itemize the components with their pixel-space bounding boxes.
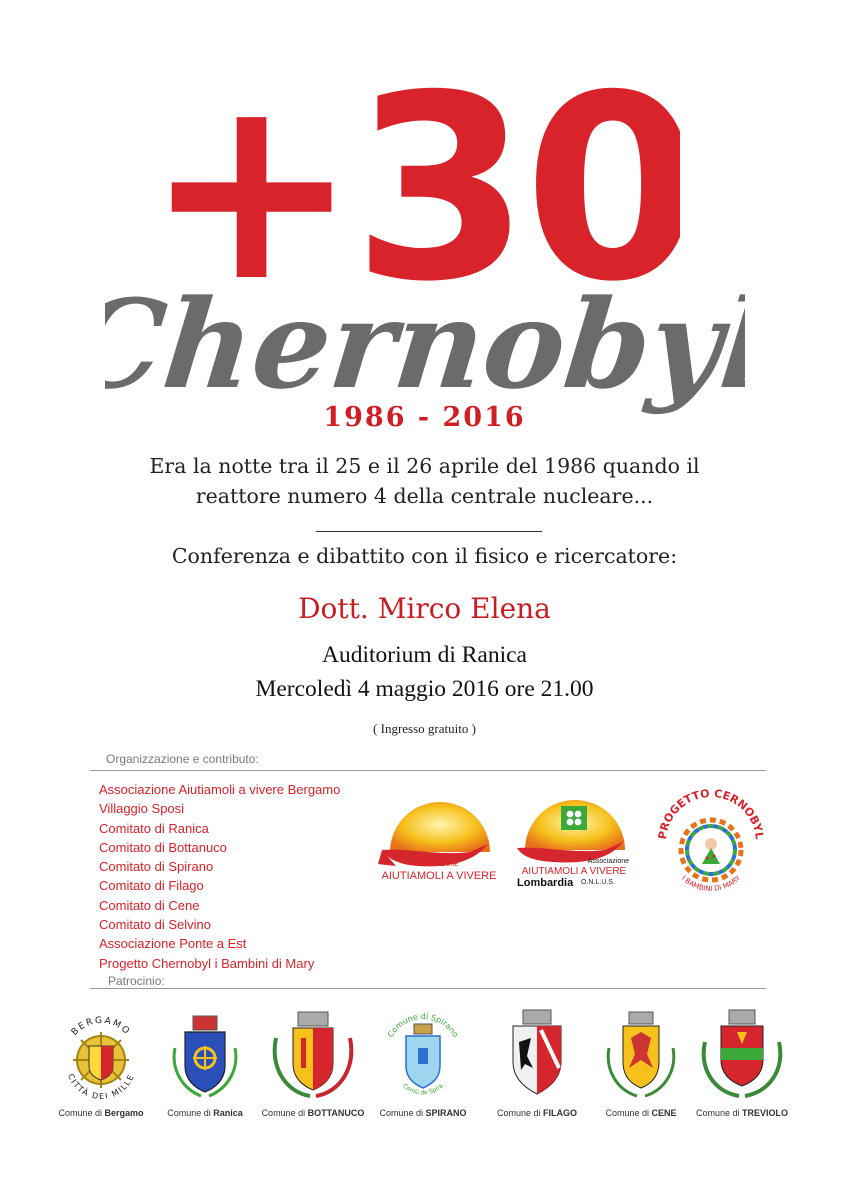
entry-note: ( Ingresso gratuito )	[373, 721, 476, 736]
spirano-ring-bottom: Comü de Spirà	[401, 1082, 445, 1097]
conference-text: Conferenza e dibattito con il fisico e ricercatore:	[171, 544, 678, 568]
comune-caption: Comune di CENE	[605, 1108, 677, 1118]
comune-bergamo	[46, 1008, 156, 1123]
divider-top	[90, 770, 766, 771]
separator	[316, 531, 542, 532]
list-item: Associazione Aiutiamoli a vivere Bergamo	[99, 782, 341, 797]
list-item: Comitato di Spirano	[99, 859, 214, 875]
comune-caption: Comune di Ranica	[167, 1108, 243, 1118]
list-item: Comitato di Cene	[99, 897, 200, 913]
list-item: Associazione Ponte a Est	[99, 936, 247, 952]
bergamo-ring-bottom: CITTÀ DEI MILLE	[65, 1072, 137, 1100]
comune-filago	[482, 1008, 592, 1123]
sun-clover-icon	[513, 780, 635, 864]
cene-crest-icon	[601, 1008, 681, 1100]
spirano-ring-top: Comune di Spirano	[385, 1011, 461, 1039]
hero-title	[105, 275, 745, 415]
years-range: 1986 - 2016	[323, 402, 526, 433]
fondazione-logo	[378, 780, 500, 900]
spirano-crest-icon	[378, 1008, 468, 1100]
lombardia-onlus: O.N.L.U.S.	[581, 879, 615, 886]
children-circle-icon	[652, 780, 770, 900]
ranica-crest-icon	[165, 1008, 245, 1100]
treviolo-crest-icon	[697, 1008, 787, 1100]
comune-caption: Comune di Bergamo	[58, 1108, 144, 1118]
list-item: Comitato di Bottanuco	[99, 839, 227, 855]
hero-title-text: Chernobyl	[105, 275, 745, 415]
fondazione-name: AIUTIAMOLI A VIVERE	[381, 870, 497, 882]
organization-label: Organizzazione e contributo:	[106, 752, 259, 766]
lombardia-logo	[513, 780, 635, 900]
comune-bottanuco	[258, 1008, 368, 1123]
comune-caption: Comune di TREVIOLO	[695, 1108, 789, 1118]
comune-caption: Comune di BOTTANUCO	[261, 1108, 365, 1118]
comune-ranica	[150, 1008, 260, 1123]
list-item: Villaggio Sposi	[99, 801, 185, 817]
lombardia-region: Lombardia	[517, 877, 574, 889]
list-item: Comitato di Selvino	[99, 917, 211, 933]
venue-place: Auditorium di Ranica	[322, 642, 527, 668]
event-date: Mercoledì 4 maggio 2016 ore 21.00	[255, 676, 594, 702]
progetto-bottom-text: I BAMBINI DI MARY	[679, 874, 742, 893]
comune-caption: Comune di FILAGO	[496, 1108, 578, 1118]
hero-number-text: +30	[160, 72, 680, 302]
hero-number	[160, 72, 680, 302]
list-item: Progetto Chernobyl i Bambini di Mary	[99, 955, 315, 971]
organization-list	[99, 780, 340, 973]
list-item: Comitato di Ranica	[99, 820, 209, 836]
comune-spirano	[368, 1008, 478, 1123]
bergamo-ring-top: BERGAMO	[69, 1015, 133, 1038]
fondazione-small: FONDAZIONE	[419, 862, 459, 868]
list-item: Comitato di Filago	[99, 878, 204, 894]
intro-line-2: reattore numero 4 della centrale nucleare...	[195, 484, 654, 508]
comune-caption: Comune di SPIRANO	[379, 1108, 467, 1118]
progetto-top-text: PROGETTO CERNOBYL	[655, 786, 766, 841]
patronage-label: Patrocinio:	[108, 974, 165, 988]
progetto-logo	[652, 780, 770, 900]
svg-text:PROGETTO CERNOBYL	[656, 787, 766, 840]
svg-text:I BAMBINI DI MARY	[680, 874, 743, 893]
bottanuco-crest-icon	[268, 1008, 358, 1100]
speaker-name: Dott. Mirco Elena	[298, 592, 551, 625]
lombardia-small: Associazione	[587, 858, 629, 865]
bergamo-crest-icon	[56, 1008, 146, 1100]
lombardia-name: AIUTIAMOLI A VIVERE	[521, 866, 627, 877]
divider-bottom	[90, 988, 766, 989]
sun-hand-icon	[378, 780, 500, 870]
intro-line-1: Era la notte tra il 25 e il 26 aprile del 1986 quando il	[149, 454, 700, 478]
comune-treviolo	[687, 1008, 797, 1123]
filago-crest-icon	[497, 1008, 577, 1100]
comune-cene	[586, 1008, 696, 1123]
